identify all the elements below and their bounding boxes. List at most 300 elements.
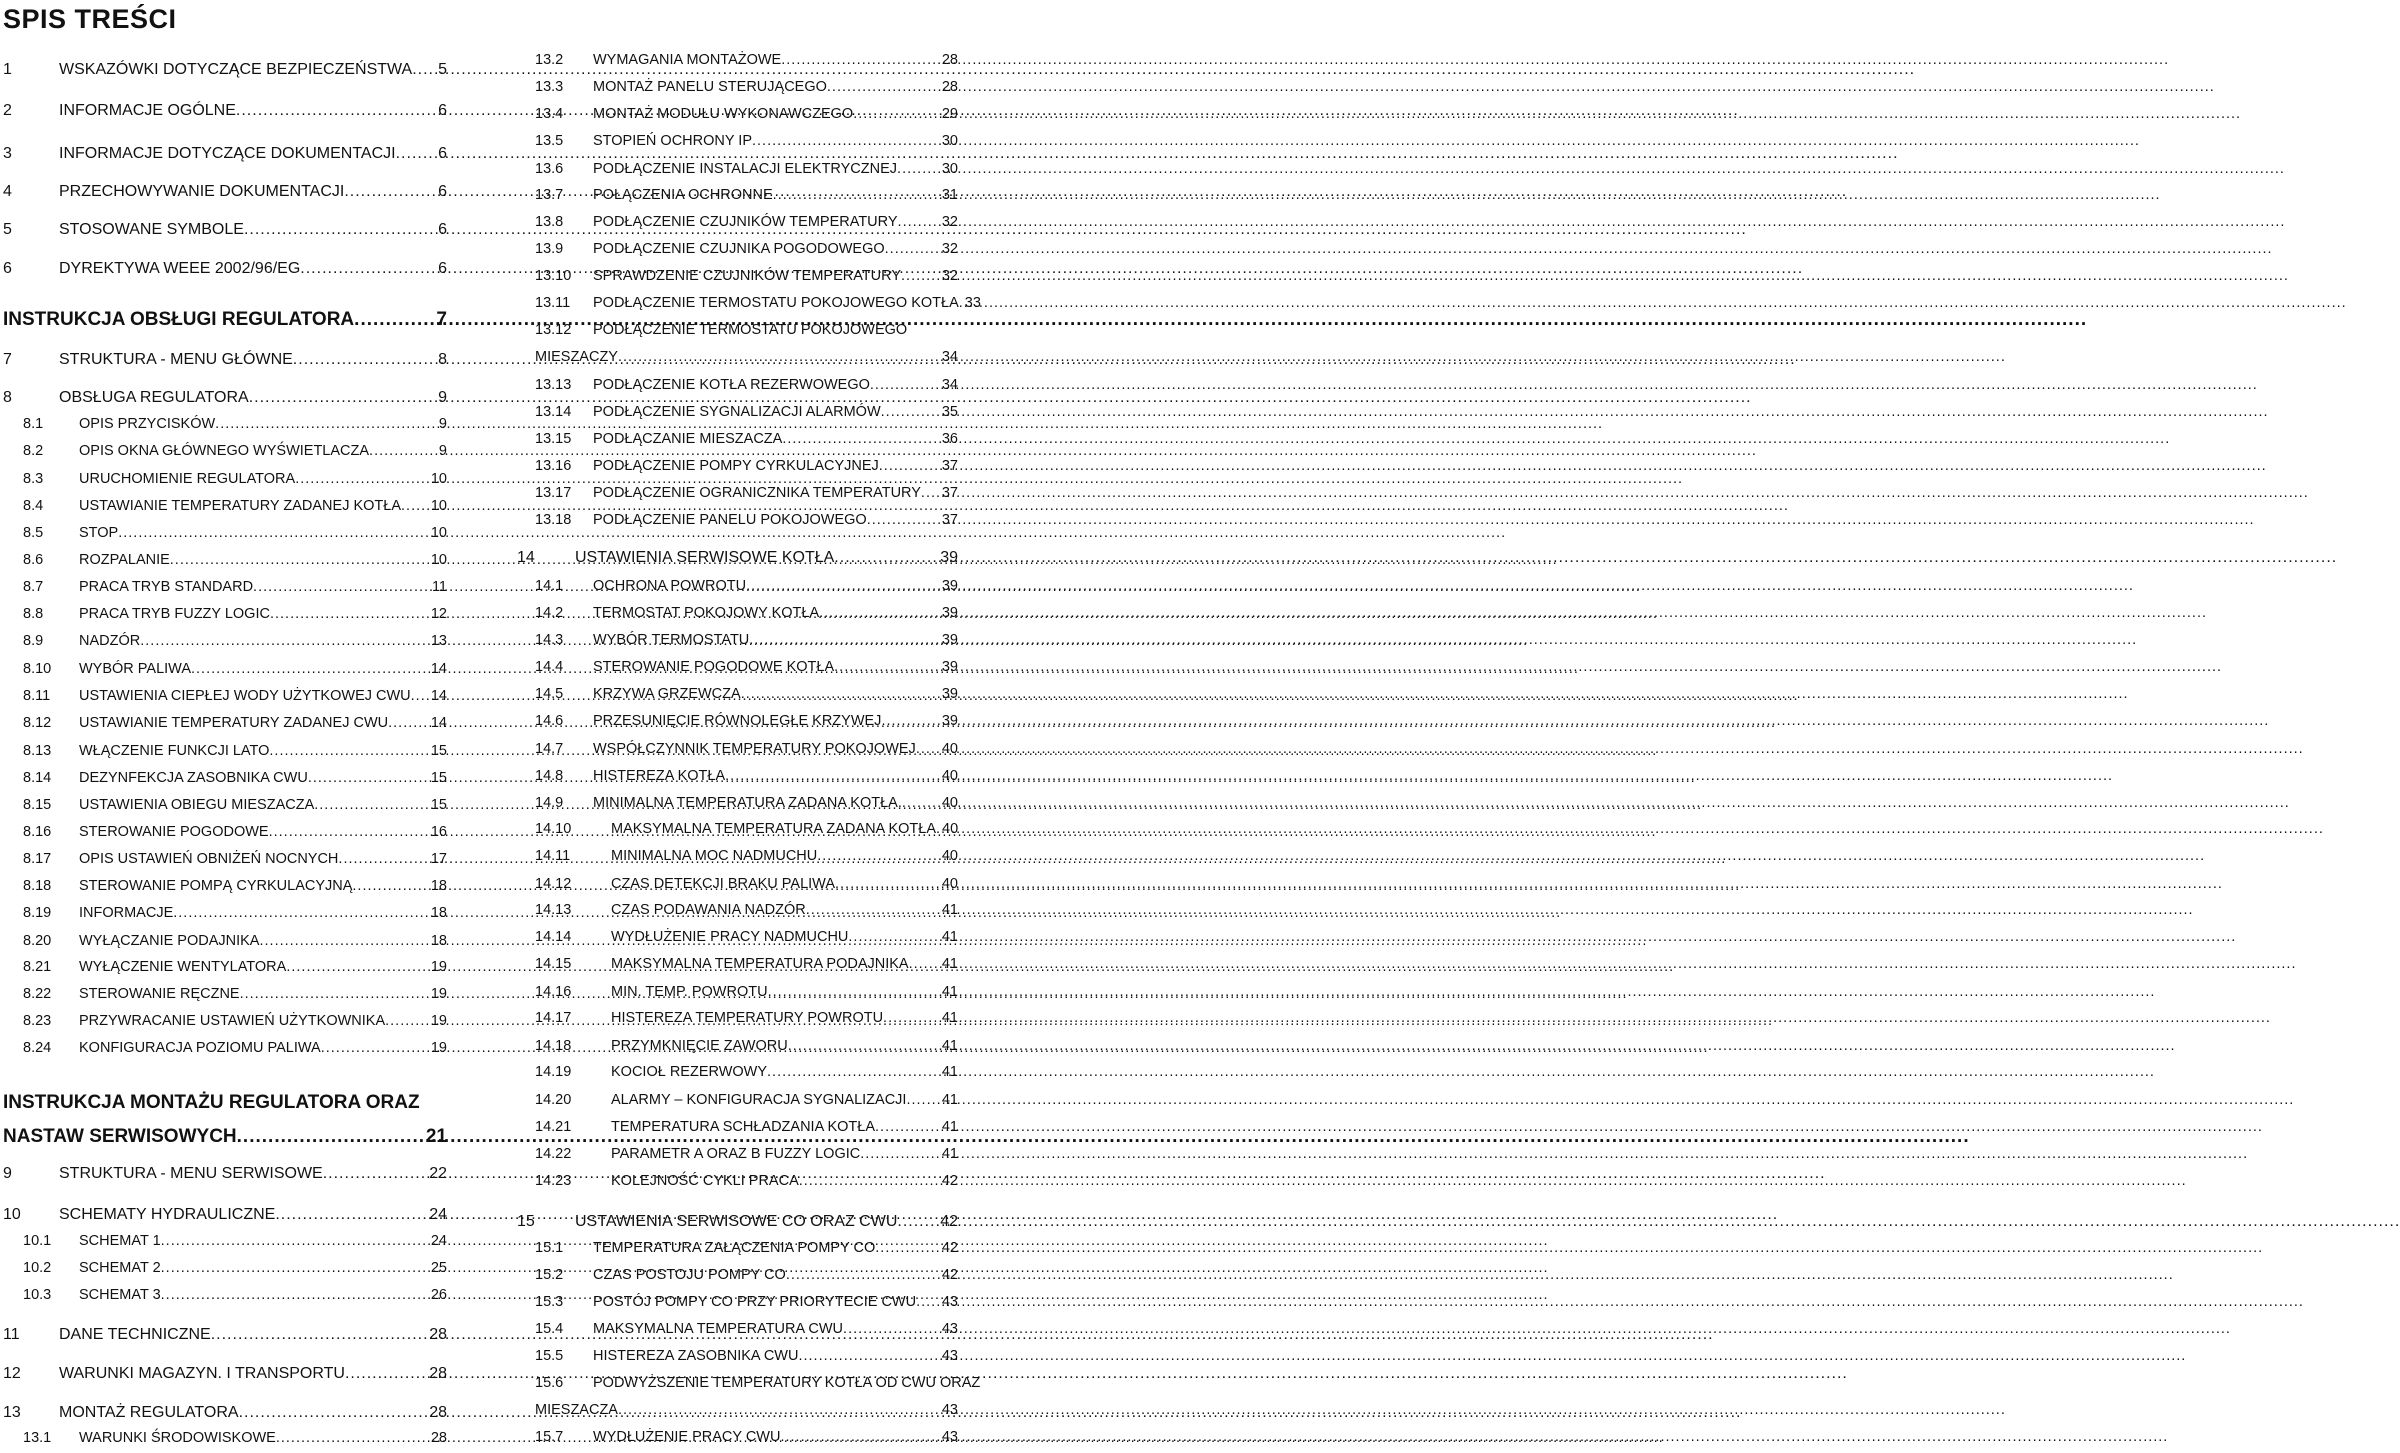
toc-entry-title: POŁĄCZENIA OCHRONNE [593, 187, 773, 203]
toc-entry-number: 8.5 [23, 525, 44, 541]
toc-entry[interactable] [0, 513, 960, 535]
toc-entry-page: 19 [430, 959, 447, 975]
toc-leader-dots [897, 1214, 938, 1230]
toc-leader-dots [725, 769, 940, 784]
toc-entry-page: 17 [430, 851, 447, 867]
toc-entry[interactable] [0, 107, 960, 129]
toc-entry[interactable] [0, 550, 960, 572]
toc-entry-number: 15.7 [535, 1429, 564, 1445]
toc-entry-title: TEMPERATURA SCHŁADZANIA KOTŁA [611, 1119, 876, 1135]
toc-entry[interactable] [0, 930, 960, 952]
toc-entry-page: 40 [941, 795, 958, 811]
toc-entry-page: 31 [941, 187, 958, 203]
toc-leader-dots [853, 107, 940, 122]
toc-entry-page: 39 [941, 578, 958, 594]
toc-entry[interactable] [0, 80, 960, 102]
toc-leader-dots [870, 378, 940, 393]
toc-entry-page: 24 [430, 1233, 447, 1249]
toc-entry[interactable] [0, 1039, 960, 1061]
toc-entry-title: STEROWANIE POMPĄ CYRKULACYJNĄ [79, 878, 353, 894]
toc-entry-number: 15.4 [535, 1321, 564, 1337]
toc-entry-number: 14.16 [535, 984, 572, 1000]
toc-entry-number: 13.12 [535, 322, 572, 338]
toc-leader-dots [898, 215, 940, 230]
toc-entry-title: STEROWANIE POGODOWE [79, 824, 269, 840]
toc-entry-page: 5 [438, 61, 447, 78]
toc-entry-title: MONTAŻ PANELU STERUJĄCEGO [593, 79, 827, 95]
toc-entry-number: 15 [517, 1213, 535, 1230]
toc-entry-number: 13.7 [535, 187, 564, 203]
toc-leader-dots [752, 134, 940, 149]
toc-entry-title: WYŁĄCZANIE PODAJNIKA [79, 933, 260, 949]
toc-entry[interactable] [0, 1430, 960, 1452]
toc-entry-page: 39 [941, 605, 958, 621]
toc-entry-title: MINIMALNA MOC NADMUCHU [611, 848, 818, 864]
toc-entry-page: 6 [438, 102, 447, 119]
toc-entry-title: PODŁĄCZENIE POMPY CYRKULACYJNEJ [593, 458, 879, 474]
toc-entry-title: ROZPALANIE [79, 552, 170, 568]
toc-entry-title: USTAWIENIA CIEPŁEJ WODY UŻYTKOWEJ CWU [79, 688, 411, 704]
toc-entry-page: 39 [940, 549, 958, 566]
toc-entry-number: 2 [3, 102, 12, 119]
toc-entry[interactable] [0, 215, 960, 237]
toc-leader-dots [902, 796, 940, 811]
toc-entry[interactable] [0, 1322, 960, 1344]
toc-entry-page: 36 [941, 431, 958, 447]
toc-entry-number: 12 [3, 1365, 21, 1382]
toc-entry-page: 10 [430, 525, 447, 541]
toc-entry-title: OPIS PRZYCISKÓW [79, 416, 216, 432]
toc-leader-dots [782, 432, 940, 447]
toc-entry-number: 14.8 [535, 768, 564, 784]
toc-entry-page: 42 [941, 1267, 958, 1283]
toc-entry-page: 16 [430, 824, 447, 840]
toc-leader-dots [916, 742, 940, 757]
toc-leader-dots [767, 1065, 940, 1080]
toc-entry-title: OPIS OKNA GŁÓWNEGO WYŚWIETLACZA [79, 443, 370, 459]
toc-entry-number: 8.11 [23, 688, 51, 704]
toc-entry[interactable] [0, 350, 960, 372]
toc-entry-page: 37 [941, 485, 958, 501]
toc-entry-page: 41 [941, 929, 958, 945]
toc-entry-page: 42 [941, 1173, 958, 1189]
toc-entry-title: KRZYWA GRZEWCZA [593, 686, 741, 702]
toc-entry-page: 41 [941, 1146, 958, 1162]
toc-entry-page: 28 [941, 52, 958, 68]
toc-entry[interactable] [0, 687, 960, 709]
toc-entry[interactable] [0, 1268, 960, 1290]
toc-entry-title: PRZECHOWYWANIE DOKUMENTACJI [59, 183, 345, 200]
toc-entry-title: DANE TECHNICZNE [59, 1326, 211, 1343]
toc-entry-page: 28 [429, 1326, 447, 1343]
toc-entry-title: PARAMETR A ORAZ B FUZZY LOGIC [611, 1146, 861, 1162]
toc-leader-dots [618, 1403, 940, 1418]
toc-entry-number: 8.13 [23, 743, 52, 759]
toc-entry-number: 13.18 [535, 512, 572, 528]
toc-entry[interactable] [0, 877, 960, 899]
toc-entry[interactable] [0, 579, 960, 601]
toc-entry-page: 42 [940, 1213, 958, 1230]
toc-leader-dots [806, 903, 940, 918]
toc-leader-dots [881, 714, 939, 729]
toc-entry-page: 33 [964, 295, 981, 311]
toc-entry[interactable] [0, 1120, 960, 1142]
toc-entry-title: MIN. TEMP. POWROTU [611, 984, 768, 1000]
toc-entry[interactable] [0, 162, 960, 184]
toc-entry-title: ALARMY – KONFIGURACJA SYGNALIZACJI [611, 1092, 907, 1108]
toc-entry-page: 30 [941, 161, 958, 177]
toc-entry-number: 14.17 [535, 1010, 572, 1026]
toc-leader-dots [618, 350, 940, 365]
toc-leader-dots [749, 633, 940, 648]
toc-leader-dots [741, 687, 940, 702]
toc-entry-number: 14.3 [535, 632, 564, 648]
toc-leader-dots [834, 550, 938, 566]
toc-entry-title: WYDŁUŻENIE PRACY CWU [593, 1429, 781, 1445]
toc-entry-title: WARUNKI ŚRODOWISKOWE [79, 1430, 276, 1446]
toc-entry-page: 6 [438, 260, 447, 277]
toc-entry[interactable] [0, 134, 960, 156]
toc-entry-title: INFORMACJE OGÓLNE [59, 102, 236, 119]
toc-leader-dots [881, 405, 940, 420]
toc-entry-title: WYBÓR PALIWA [79, 661, 191, 677]
toc-entry[interactable] [0, 1065, 960, 1087]
toc-entry-page: 41 [941, 956, 958, 972]
toc-entry-title: MONTAŻ MODUŁU WYKONAWCZEGO [593, 106, 854, 122]
toc-entry-number: 14.15 [535, 956, 572, 972]
toc-entry-title: MINIMALNA TEMPERATURA ZADANA KOTŁA. [593, 795, 902, 811]
toc-entry-number: 14.9 [535, 795, 564, 811]
toc-entry-page: 12 [430, 606, 447, 622]
toc-entry[interactable] [0, 1174, 960, 1196]
toc-leader-dots [875, 1241, 940, 1256]
toc-entry-title: OPIS USTAWIEŃ OBNIŻEŃ NOCNYCH [79, 851, 339, 867]
toc-entry-title: MIESZACZY [535, 349, 618, 365]
toc-entry-number: 4 [3, 183, 12, 200]
toc-entry-title: NASTAW SERWISOWYCH [3, 1126, 237, 1147]
toc-entry-title: STOSOWANE SYMBOLE [59, 221, 244, 238]
toc-entry-page: 15 [430, 770, 447, 786]
toc-entry-title: KOLEJNOŚĆ CYKLI PRACA [611, 1173, 799, 1189]
toc-entry-page: 41 [941, 984, 958, 1000]
toc-entry-title: MAKSYMALNA TEMPERATURA ZADANA KOTŁA [611, 821, 936, 837]
toc-entry-number: 8.22 [23, 986, 52, 1002]
toc-entry-title: KONFIGURACJA POZIOMU PALIWA [79, 1040, 321, 1056]
toc-entry-number: 8.20 [23, 933, 52, 949]
toc-entry-page: 30 [941, 133, 958, 149]
toc-entry-number: 14.20 [535, 1092, 572, 1108]
toc-entry-title: DYREKTYWA WEEE 2002/96/EG [59, 260, 301, 277]
toc-entry[interactable] [0, 742, 960, 764]
toc-entry-title: STOPIEŃ OCHRONY IP [593, 133, 752, 149]
toc-entry-title: CZAS DETEKCJI BRAKU PALIWA [611, 876, 835, 892]
toc-entry-page: 9 [438, 389, 447, 406]
toc-entry-page: 18 [430, 905, 447, 921]
toc-entry-page: 32 [941, 214, 958, 230]
toc-entry-page: 39 [941, 659, 958, 675]
toc-entry-title: KOCIOŁ REZERWOWY [611, 1064, 768, 1080]
toc-leader-dots [835, 877, 940, 892]
toc-entry-page: 41 [941, 1092, 958, 1108]
toc-entry[interactable] [0, 295, 981, 318]
toc-entry[interactable] [0, 1375, 981, 1398]
toc-entry-title: USTAWIANIE TEMPERATURY ZADANEJ KOTŁA [79, 498, 402, 514]
toc-entry-title: PRZYWRACANIE USTAWIEŃ UŻYTKOWNIKA [79, 1013, 386, 1029]
toc-entry-page: 18 [430, 878, 447, 894]
toc-entry-number: 8.14 [23, 770, 52, 786]
page-title: SPIS TREŚCI [3, 4, 177, 34]
toc-entry-title: SCHEMAT 2 [79, 1260, 161, 1276]
toc-entry-title: MIESZACZA [535, 1402, 618, 1418]
toc-entry[interactable] [0, 53, 960, 75]
toc-entry-title: PODŁĄCZENIE SYGNALIZACJI ALARMÓW [593, 404, 881, 420]
toc-entry-number: 8.10 [23, 661, 52, 677]
toc-entry[interactable] [0, 1214, 960, 1236]
toc-entry-page: 34 [941, 349, 958, 365]
toc-entry-number: 10.3 [23, 1287, 52, 1303]
toc-entry-number: 8.12 [23, 715, 52, 731]
toc-leader-dots [897, 162, 940, 177]
toc-entry-number: 5 [3, 221, 12, 238]
toc-entry[interactable] [0, 405, 960, 427]
toc-entry[interactable] [0, 1093, 960, 1115]
toc-entry-page: 15 [430, 797, 447, 813]
toc-entry-title: HISTEREZA ZASOBNIKA CWU [593, 1348, 799, 1364]
toc-entry[interactable] [0, 769, 960, 791]
toc-entry-page: 39 [941, 686, 958, 702]
toc-leader-dots [781, 53, 940, 68]
toc-entry-number: 13 [3, 1404, 21, 1421]
toc-entry-title: SCHEMATY HYDRAULICZNE [59, 1206, 276, 1223]
toc-entry-page: 9 [438, 416, 447, 432]
toc-entry-number: 8.19 [23, 905, 52, 921]
toc-entry-page: 8 [438, 351, 447, 368]
toc-entry-page: 41 [941, 1010, 958, 1026]
toc-entry-number: 8.16 [23, 824, 52, 840]
toc-entry[interactable] [0, 903, 960, 925]
toc-entry-number: 10 [3, 1206, 21, 1223]
toc-entry-number: 15.1 [535, 1240, 564, 1256]
toc-entry-title: MAKSYMALNA TEMPERATURA PODAJNIKA [611, 956, 909, 972]
toc-entry[interactable] [0, 1241, 960, 1263]
toc-entry-page: 28 [429, 1404, 447, 1421]
toc-entry-page: 43 [941, 1321, 958, 1337]
toc-entry-number: 7 [3, 351, 12, 368]
toc-entry-page: 9 [438, 443, 447, 459]
toc-entry[interactable] [0, 957, 960, 979]
toc-entry-page: 7 [436, 309, 447, 330]
toc-entry-title: PRACA TRYB FUZZY LOGIC [79, 606, 270, 622]
toc-leader-dots [817, 849, 940, 864]
toc-entry[interactable] [0, 796, 960, 818]
toc-entry-page: 21 [425, 1126, 447, 1147]
toc-leader-dots [875, 1120, 940, 1135]
toc-entry[interactable] [0, 378, 960, 400]
toc-leader-dots [879, 459, 940, 474]
toc-entry-title: USTAWIANIE TEMPERATURY ZADANEJ CWU [79, 715, 389, 731]
toc-leader-dots [773, 188, 940, 203]
toc-entry-page: 19 [430, 1013, 447, 1029]
toc-entry-page: 41 [941, 1038, 958, 1054]
toc-entry-page: 37 [941, 512, 958, 528]
toc-leader-dots [883, 1011, 940, 1026]
toc-entry-title: PRACA TRYB STANDARD [79, 579, 254, 595]
toc-entry-title: PODŁĄCZENIE OGRANICZNIKA TEMPERATURY [593, 485, 921, 501]
toc-entry-title: WYŁĄCZENIE WENTYLATORA [79, 959, 287, 975]
toc-entry-title: INFORMACJE DOTYCZĄCE DOKUMENTACJI [59, 145, 396, 162]
toc-entry-number: 13.14 [535, 404, 572, 420]
toc-leader-dots [786, 1268, 940, 1283]
toc-entry-page: 14 [430, 688, 447, 704]
toc-entry-page: 6 [438, 183, 447, 200]
toc-entry-number: 1 [3, 61, 12, 78]
toc-entry-page: 40 [942, 821, 959, 837]
toc-entry-number: 8.7 [23, 579, 44, 595]
toc-leader-dots [788, 1039, 940, 1054]
toc-entry-title: STEROWANIE RĘCZNE [79, 986, 240, 1002]
toc-entry-number: 13.13 [535, 377, 572, 393]
toc-entry[interactable] [0, 1295, 960, 1317]
toc-entry[interactable] [0, 985, 960, 1007]
toc-entry-title: HISTEREZA KOTŁA [593, 768, 726, 784]
toc-entry-title: OBSŁUGA REGULATORA [59, 389, 249, 406]
toc-entry-number: 14.21 [535, 1119, 572, 1135]
toc-entry[interactable] [0, 714, 960, 736]
toc-entry-title: PRZYMKNIĘCIE ZAWORU [611, 1038, 788, 1054]
toc-entry-page: 32 [941, 241, 958, 257]
toc-entry-number: 13.10 [535, 268, 572, 284]
toc-entry-number: 14.2 [535, 605, 564, 621]
toc-entry-number: 8.18 [23, 878, 52, 894]
toc-entry[interactable] [0, 459, 960, 481]
toc-entry-page: 40 [941, 768, 958, 784]
toc-entry-number: 8.17 [23, 851, 52, 867]
toc-entry-number: 9 [3, 1165, 12, 1182]
toc-entry-number: 6 [3, 260, 12, 277]
toc-entry-number: 8.8 [23, 606, 44, 622]
toc-entry-number: 8.2 [23, 443, 44, 459]
toc-entry-number: 13.17 [535, 485, 572, 501]
toc-entry-page: 19 [430, 1040, 447, 1056]
toc-entry-title: PODŁĄCZENIE INSTALACJI ELEKTRYCZNEJ [593, 161, 898, 177]
toc-entry-number: 8.1 [23, 416, 44, 432]
toc-leader-dots [901, 269, 940, 284]
toc-entry-number: 14.19 [535, 1064, 572, 1080]
toc-entry-title: SCHEMAT 3 [79, 1287, 161, 1303]
toc-entry[interactable] [0, 606, 960, 628]
toc-entry-title: NADZÓR [79, 633, 141, 649]
toc-leader-dots [916, 1295, 940, 1310]
toc-entry[interactable] [0, 432, 960, 454]
toc-entry-title: INFORMACJE [79, 905, 174, 921]
toc-entry-number: 13.3 [535, 79, 564, 95]
toc-entry-number: 13.16 [535, 458, 572, 474]
toc-entry-page: 26 [430, 1287, 447, 1303]
toc-entry[interactable] [0, 188, 960, 210]
toc-leader-dots [798, 1349, 939, 1364]
toc-entry-title: CZAS POSTOJU POMPY CO [593, 1267, 786, 1283]
toc-entry-number: 13.6 [535, 161, 564, 177]
toc-entry-title: WSKAZÓWKI DOTYCZĄCE BEZPIECZEŃSTWA [59, 61, 413, 78]
toc-entry-page: 43 [941, 1294, 958, 1310]
toc-leader-dots [909, 957, 940, 972]
toc-entry-number: 10.1 [23, 1233, 52, 1249]
toc-entry-number: 14.1 [535, 578, 564, 594]
toc-entry-number: 13.4 [535, 106, 564, 122]
toc-entry[interactable] [0, 486, 960, 508]
toc-entry-page: 29 [941, 106, 958, 122]
toc-entry-title: OCHRONA POWROTU [593, 578, 747, 594]
toc-entry-page: 34 [941, 377, 958, 393]
toc-entry-page: 40 [941, 741, 958, 757]
toc-entry-title: USTAWIENIA OBIEGU MIESZACZA [79, 797, 315, 813]
toc-leader-dots [921, 486, 940, 501]
toc-leader-dots [746, 579, 940, 594]
toc-entry-title: WŁĄCZENIE FUNKCJI LATO [79, 743, 270, 759]
toc-entry-number: 14.12 [535, 876, 572, 892]
toc-entry-page: 32 [941, 268, 958, 284]
toc-entry-title: USTAWIENIA SERWISOWE KOTŁA [575, 549, 835, 566]
toc-entry[interactable] [0, 822, 960, 844]
toc-entry-title: TERMOSTAT POKOJOWY KOTŁA [593, 605, 820, 621]
toc-entry-number: 13.5 [535, 133, 564, 149]
toc-entry[interactable] [0, 660, 960, 682]
toc-entry-title: SCHEMAT 1 [79, 1233, 161, 1249]
toc-leader-dots [834, 660, 940, 675]
toc-entry[interactable] [0, 269, 960, 291]
toc-entry-number: 14 [517, 549, 535, 566]
toc-entry-title: POSTÓJ POMPY CO PRZY PRIORYTECIE CWU [593, 1294, 917, 1310]
toc-entry-number: 15.6 [535, 1375, 564, 1391]
toc-entry-number: 14.22 [535, 1146, 572, 1162]
toc-entry-number: 14.5 [535, 686, 564, 702]
toc-entry[interactable] [0, 633, 960, 655]
toc-leader-dots [768, 985, 940, 1000]
toc-entry-page: 41 [941, 1064, 958, 1080]
toc-entry-page: 22 [429, 1165, 447, 1182]
toc-entry-title: PODŁĄCZENIE TERMOSTATU POKOJOWEGO KOTŁA [593, 295, 959, 311]
toc-entry[interactable] [0, 1403, 960, 1425]
toc-entry-title: PODWYŻSZENIE TEMPERATURY KOTŁA OD CWU ORAZ [593, 1375, 981, 1391]
toc-entry-title: MAKSYMALNA TEMPERATURA CWU [593, 1321, 844, 1337]
toc-entry-number: 8.23 [23, 1013, 52, 1029]
toc-entry-title: WARUNKI MAGAZYN. I TRANSPORTU [59, 1365, 345, 1382]
toc-entry[interactable] [0, 1349, 960, 1371]
toc-entry-page: 42 [941, 1240, 958, 1256]
toc-entry[interactable] [0, 1011, 960, 1033]
toc-entry[interactable] [0, 242, 960, 264]
toc-entry-title: WSPÓŁCZYNNIK TEMPERATURY POKOJOWEJ [593, 741, 916, 757]
toc-entry-page: 10 [430, 498, 447, 514]
toc-entry-page: 15 [430, 743, 447, 759]
toc-entry-page: 40 [941, 848, 958, 864]
toc-entry-number: 11 [3, 1326, 20, 1343]
toc-leader-dots [799, 1174, 940, 1189]
toc-entry-number: 14.13 [535, 902, 572, 918]
toc-entry-title: INSTRUKCJA OBSŁUGI REGULATORA [3, 309, 355, 330]
toc-entry[interactable] [0, 1147, 960, 1169]
toc-entry-title: CZAS PODAWANIA NADZÓR [611, 902, 806, 918]
toc-entry-title: PODŁĄCZENIE CZUJNIKÓW TEMPERATURY [593, 214, 898, 230]
toc-entry-page: 35 [941, 404, 958, 420]
toc-entry[interactable] [0, 849, 960, 871]
toc-entry-title: PODŁĄCZENIE TERMOSTATU POKOJOWEGO [593, 322, 908, 338]
toc-entry[interactable] [0, 323, 960, 345]
toc-entry-title: PODŁĄCZENIE KOTŁA REZERWOWEGO [593, 377, 870, 393]
toc-entry-page: 25 [430, 1260, 447, 1276]
toc-entry-page: 28 [941, 79, 958, 95]
toc-entry-number: 8.4 [23, 498, 44, 514]
